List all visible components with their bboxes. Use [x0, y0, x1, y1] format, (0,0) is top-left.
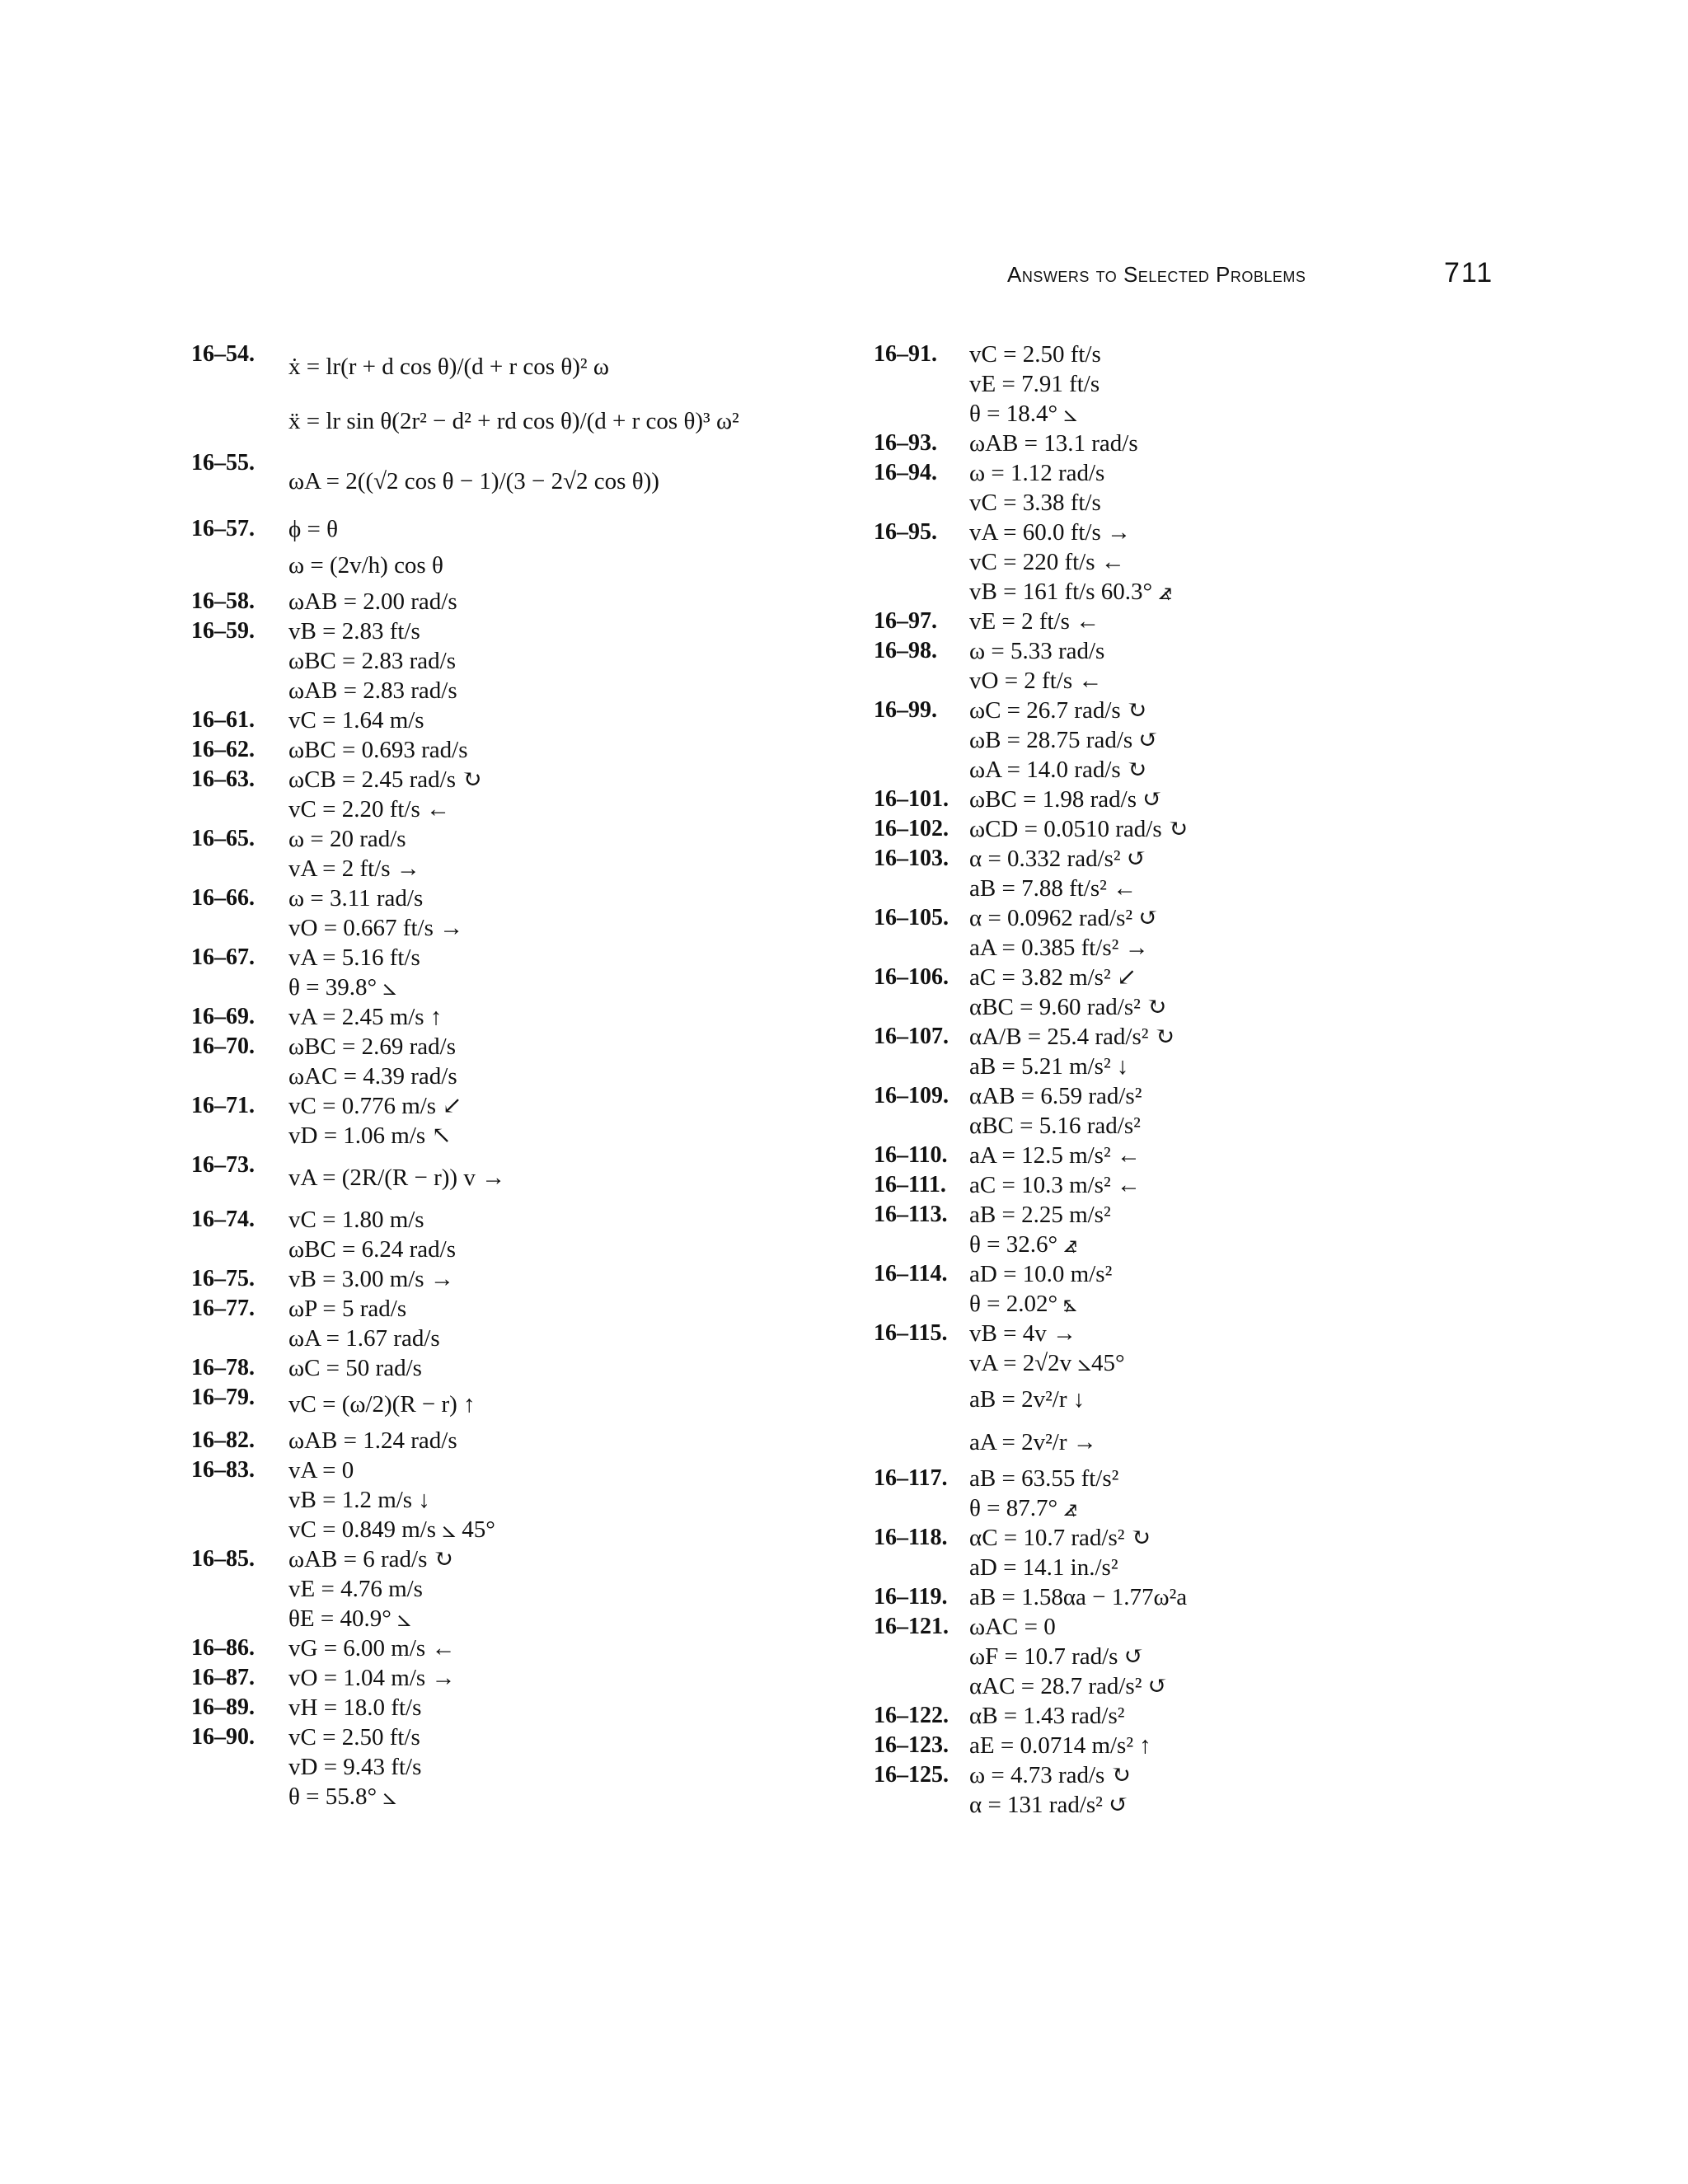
- page-header: [0, 257, 1688, 295]
- answer-entry: [191, 765, 867, 824]
- answer-entry: [874, 1170, 1500, 1200]
- answer-entry: [874, 1523, 1500, 1582]
- answer-line: vA = (2R/(R − r)) v →: [288, 1165, 506, 1191]
- answer-entry: [191, 340, 867, 448]
- answer-line: θ = 87.7° ⦨: [969, 1495, 1077, 1521]
- problem-number: 16–57.: [191, 516, 255, 541]
- problem-number: 16–67.: [191, 944, 255, 970]
- answer-lines: [288, 616, 457, 705]
- answer-entry: [874, 785, 1500, 814]
- answer-entry: [874, 1582, 1500, 1612]
- problem-number: 16–78.: [191, 1355, 255, 1380]
- answer-entry: [874, 429, 1500, 458]
- problem-number: 16–73.: [191, 1152, 255, 1178]
- problem-number: 16–93.: [874, 430, 937, 456]
- problem-number: 16–90.: [191, 1724, 255, 1750]
- answer-entry: [874, 518, 1500, 607]
- answer-line: aB = 63.55 ft/s²: [969, 1465, 1119, 1492]
- answer-lines: [288, 340, 739, 448]
- problem-number: 16–75.: [191, 1266, 255, 1291]
- answer-entry: [874, 636, 1500, 696]
- answer-entry: [191, 1663, 867, 1693]
- problem-number: 16–58.: [191, 588, 255, 614]
- answer-entry: [191, 1151, 867, 1205]
- problem-number: 16–107.: [874, 1024, 949, 1049]
- answer-lines: [288, 587, 457, 616]
- problem-number: 16–97.: [874, 608, 937, 634]
- answer-line: vC = 3.38 ft/s: [969, 490, 1101, 516]
- answer-line: vB = 161 ft/s 60.3° ⦨: [969, 579, 1172, 605]
- problem-number: 16–121.: [874, 1614, 949, 1639]
- answer-lines: [969, 340, 1101, 429]
- problem-number: 16–61.: [191, 707, 255, 733]
- answer-entry: [874, 1022, 1500, 1081]
- answer-lines: [288, 1264, 454, 1294]
- problem-number: 16–106.: [874, 964, 949, 990]
- problem-number: 16–113.: [874, 1202, 948, 1227]
- answer-entry: [191, 448, 867, 514]
- answer-lines: [969, 1141, 1141, 1170]
- answer-line: ωP = 5 rad/s: [288, 1296, 407, 1322]
- answer-line: vA = 2.45 m/s ↑: [288, 1004, 443, 1030]
- answer-line: ϕ = θ: [288, 516, 339, 542]
- problem-number: 16–79.: [191, 1385, 255, 1410]
- answer-line: vH = 18.0 ft/s: [288, 1694, 422, 1721]
- problem-number: 16–65.: [191, 826, 255, 851]
- answer-line: ωA = 14.0 rad/s ↻: [969, 757, 1147, 783]
- answer-lines: [969, 1523, 1151, 1582]
- answer-line: αAC = 28.7 rad/s² ↺: [969, 1673, 1168, 1699]
- answer-line: vE = 7.91 ft/s: [969, 371, 1100, 397]
- problem-number: 16–87.: [191, 1665, 255, 1690]
- problem-number: 16–71.: [191, 1093, 255, 1118]
- answer-line: θ = 18.4° ⦣: [969, 401, 1078, 427]
- answer-entry: [874, 1612, 1500, 1701]
- answer-lines: [288, 1032, 457, 1091]
- problem-number: 16–83.: [191, 1457, 255, 1483]
- answer-line: ωB = 28.75 rad/s ↺: [969, 727, 1159, 753]
- answer-entry: [191, 587, 867, 616]
- answer-line: vC = 2.50 ft/s: [969, 341, 1101, 368]
- answer-lines: [969, 1022, 1175, 1081]
- problem-number: 16–114.: [874, 1261, 948, 1286]
- answer-lines: [969, 458, 1104, 518]
- answer-line: ωAB = 2.83 rad/s: [288, 677, 457, 704]
- problem-number: 16–123.: [874, 1732, 949, 1758]
- answer-line: ωAB = 6 rad/s ↻: [288, 1546, 453, 1572]
- answer-lines: [969, 1200, 1111, 1259]
- answer-entry: [191, 1455, 867, 1544]
- answer-line: θ = 55.8° ⦣: [288, 1783, 397, 1810]
- answer-line: ωCB = 2.45 rad/s ↻: [288, 766, 482, 793]
- answer-lines: [969, 1170, 1141, 1200]
- answer-line: α = 131 rad/s² ↺: [969, 1792, 1129, 1818]
- answer-entry: [191, 1091, 867, 1151]
- problem-number: 16–63.: [191, 766, 255, 792]
- answer-lines: [288, 514, 443, 587]
- answer-line: vC = 220 ft/s ←: [969, 549, 1125, 575]
- answer-entry: [191, 883, 867, 943]
- answer-line: ωBC = 2.69 rad/s: [288, 1033, 456, 1060]
- answer-lines: [969, 607, 1100, 636]
- answer-lines: [969, 1081, 1142, 1141]
- problem-number: 16–94.: [874, 460, 937, 485]
- answer-lines: [288, 1633, 455, 1663]
- answers-left-column: [191, 340, 867, 1811]
- answer-line: θE = 40.9° ⦣: [288, 1605, 411, 1632]
- answer-entry: [191, 824, 867, 883]
- problem-number: 16–110.: [874, 1142, 948, 1168]
- answer-lines: [288, 1544, 453, 1633]
- answer-line: αA/B = 25.4 rad/s² ↻: [969, 1024, 1175, 1050]
- answer-line: ω = (2v/h) cos θ: [288, 552, 443, 579]
- answer-entry: [191, 1722, 867, 1811]
- problem-number: 16–101.: [874, 786, 949, 812]
- answer-entry: [874, 1200, 1500, 1259]
- problem-number: 16–99.: [874, 697, 937, 723]
- answer-entry: [191, 1633, 867, 1663]
- problem-number: 16–59.: [191, 618, 255, 644]
- answer-line: vA = 5.16 ft/s: [288, 944, 420, 971]
- problem-number: 16–111.: [874, 1172, 946, 1197]
- answer-line: ω = 5.33 rad/s: [969, 638, 1105, 664]
- answer-lines: [969, 1319, 1125, 1464]
- answer-line: ẍ = lr sin θ(2r² − d² + rd cos θ)/(d + r cos θ)³ ω²: [288, 408, 739, 434]
- answer-entry: [874, 1731, 1500, 1760]
- answer-lines: [288, 1151, 505, 1205]
- answer-line: αAB = 6.59 rad/s²: [969, 1083, 1142, 1109]
- answer-entry: [874, 1701, 1500, 1731]
- answer-line: ωBC = 6.24 rad/s: [288, 1236, 456, 1263]
- page-number: 711: [1444, 257, 1494, 288]
- answer-line: vA = 60.0 ft/s →: [969, 519, 1132, 546]
- problem-number: 16–89.: [191, 1694, 255, 1720]
- answer-line: ωAB = 1.24 rad/s: [288, 1427, 457, 1454]
- answer-line: vC = 2.50 ft/s: [288, 1724, 420, 1750]
- answer-entry: [191, 1294, 867, 1353]
- answer-line: ω = 3.11 rad/s: [288, 885, 424, 912]
- answer-line: aD = 14.1 in./s²: [969, 1554, 1118, 1581]
- answer-line: ωC = 26.7 rad/s ↻: [969, 697, 1147, 724]
- problem-number: 16–98.: [874, 638, 937, 663]
- answer-line: aA = 0.385 ft/s² →: [969, 935, 1149, 961]
- answer-lines: [969, 785, 1163, 814]
- problem-number: 16–55.: [191, 450, 255, 476]
- answer-lines: [969, 903, 1159, 963]
- answer-line: ωC = 50 rad/s: [288, 1355, 422, 1381]
- problem-number: 16–54.: [191, 341, 255, 367]
- problem-number: 16–117.: [874, 1465, 948, 1491]
- answer-lines: [288, 448, 659, 514]
- answer-entry: [874, 1760, 1500, 1820]
- answer-line: vA = 0: [288, 1457, 354, 1483]
- answer-lines: [288, 1205, 456, 1264]
- answer-entry: [191, 735, 867, 765]
- answer-entry: [874, 814, 1500, 844]
- problem-number: 16–95.: [874, 519, 937, 545]
- answer-line: aA = 12.5 m/s² ←: [969, 1142, 1141, 1169]
- problem-number: 16–77.: [191, 1296, 255, 1321]
- answer-line: aB = 5.21 m/s² ↓: [969, 1053, 1129, 1080]
- answer-line: vB = 2.83 ft/s: [288, 618, 420, 644]
- answer-entry: [191, 1205, 867, 1264]
- answer-entry: [191, 1032, 867, 1091]
- answer-entry: [191, 1353, 867, 1383]
- answer-line: vO = 2 ft/s ←: [969, 668, 1103, 694]
- problem-number: 16–109.: [874, 1083, 949, 1108]
- answer-entry: [874, 844, 1500, 903]
- problem-number: 16–91.: [874, 341, 937, 367]
- answer-line: aD = 10.0 m/s²: [969, 1261, 1113, 1287]
- answer-line: vB = 1.2 m/s ↓: [288, 1487, 430, 1513]
- answer-lines: [969, 518, 1172, 607]
- problem-number: 16–82.: [191, 1427, 255, 1453]
- answer-entry: [191, 616, 867, 705]
- answer-line: aB = 1.58αa − 1.77ω²a: [969, 1584, 1188, 1610]
- answer-line: vC = (ω/2)(R − r) ↑: [288, 1391, 476, 1418]
- answer-line: ωAC = 4.39 rad/s: [288, 1063, 457, 1090]
- answer-entry: [191, 1002, 867, 1032]
- answer-line: ωA = 2((√2 cos θ − 1)/(3 − 2√2 cos θ)): [288, 468, 659, 494]
- answer-entry: [874, 1081, 1500, 1141]
- answer-lines: [969, 696, 1159, 785]
- answer-line: vA = 2 ft/s →: [288, 855, 420, 882]
- answer-lines: [969, 1731, 1151, 1760]
- answer-line: θ = 32.6° ⦨: [969, 1231, 1077, 1258]
- answer-line: ω = 1.12 rad/s: [969, 460, 1105, 486]
- running-head-title: Answers to Selected Problems: [1007, 262, 1306, 287]
- problem-number: 16–105.: [874, 905, 949, 930]
- answer-entry: [874, 1259, 1500, 1319]
- answer-line: vG = 6.00 m/s ←: [288, 1635, 456, 1661]
- answer-line: vC = 1.64 m/s: [288, 707, 424, 733]
- answer-lines: [288, 705, 424, 735]
- answer-lines: [969, 1760, 1131, 1820]
- answer-line: θ = 2.02° ⦩: [969, 1291, 1077, 1317]
- answer-lines: [288, 1722, 421, 1811]
- answer-line: ẋ = lr(r + d cos θ)/(d + r cos θ)² ω: [288, 354, 609, 380]
- answer-entry: [191, 1264, 867, 1294]
- problem-number: 16–119.: [874, 1584, 948, 1610]
- answer-line: ωF = 10.7 rad/s ↺: [969, 1643, 1144, 1670]
- answer-lines: [288, 824, 420, 883]
- answer-lines: [288, 1693, 421, 1722]
- answer-line: ωBC = 0.693 rad/s: [288, 737, 468, 763]
- answer-entry: [874, 903, 1500, 963]
- answer-line: vD = 1.06 m/s ↖: [288, 1122, 452, 1149]
- problem-number: 16–66.: [191, 885, 255, 911]
- answer-line: ωAC = 0: [969, 1614, 1056, 1640]
- answer-line: vC = 2.20 ft/s ←: [288, 796, 451, 823]
- answer-lines: [288, 1426, 457, 1455]
- answer-line: aB = 2v²/r ↓: [969, 1386, 1085, 1413]
- answer-entry: [191, 943, 867, 1002]
- answer-entry: [191, 1383, 867, 1426]
- answer-entry: [191, 1544, 867, 1633]
- answer-lines: [288, 883, 463, 943]
- answer-entry: [874, 340, 1500, 429]
- answer-line: ωAB = 2.00 rad/s: [288, 588, 457, 615]
- answer-entry: [191, 514, 867, 587]
- answer-entry: [191, 705, 867, 735]
- answer-lines: [288, 943, 420, 1002]
- answer-lines: [288, 1353, 422, 1383]
- answer-lines: [288, 735, 468, 765]
- answer-entry: [874, 607, 1500, 636]
- answer-entry: [874, 1141, 1500, 1170]
- answer-line: vD = 9.43 ft/s: [288, 1754, 422, 1780]
- answer-lines: [969, 1612, 1168, 1701]
- answer-lines: [288, 1383, 476, 1426]
- answer-line: αC = 10.7 rad/s² ↻: [969, 1525, 1151, 1551]
- answer-line: vB = 4v →: [969, 1320, 1076, 1347]
- answer-line: vC = 1.80 m/s: [288, 1207, 424, 1233]
- answer-lines: [288, 1091, 462, 1151]
- answer-line: α = 0.332 rad/s² ↺: [969, 846, 1147, 872]
- answer-line: ωCD = 0.0510 rad/s ↻: [969, 816, 1189, 842]
- problem-number: 16–115.: [874, 1320, 948, 1346]
- answer-line: vC = 0.776 m/s ↙: [288, 1093, 462, 1119]
- answer-lines: [969, 814, 1188, 844]
- answer-line: vB = 3.00 m/s →: [288, 1266, 454, 1292]
- problem-number: 16–69.: [191, 1004, 255, 1029]
- answer-line: vO = 0.667 ft/s →: [288, 915, 464, 941]
- answer-line: αB = 1.43 rad/s²: [969, 1703, 1125, 1729]
- answer-line: ωA = 1.67 rad/s: [288, 1325, 440, 1352]
- problem-number: 16–103.: [874, 846, 949, 871]
- answer-entry: [874, 963, 1500, 1022]
- answer-line: aB = 7.88 ft/s² ←: [969, 875, 1137, 902]
- answer-line: θ = 39.8° ⦣: [288, 974, 397, 1001]
- answer-entry: [191, 1426, 867, 1455]
- answer-lines: [288, 1294, 440, 1353]
- answer-entry: [874, 1464, 1500, 1523]
- answer-line: αBC = 5.16 rad/s²: [969, 1113, 1141, 1139]
- answer-line: aC = 3.82 m/s² ↙: [969, 964, 1137, 991]
- answer-lines: [969, 429, 1138, 458]
- problem-number: 16–62.: [191, 737, 255, 762]
- answer-line: ω = 4.73 rad/s ↻: [969, 1762, 1131, 1788]
- answer-line: aE = 0.0714 m/s² ↑: [969, 1732, 1151, 1759]
- problem-number: 16–102.: [874, 816, 949, 841]
- answer-lines: [969, 844, 1146, 903]
- answer-line: vE = 4.76 m/s: [288, 1576, 423, 1602]
- answer-lines: [969, 1464, 1118, 1523]
- answer-line: ωBC = 1.98 rad/s ↺: [969, 786, 1163, 813]
- answer-line: vE = 2 ft/s ←: [969, 608, 1100, 635]
- answer-line: ω = 20 rad/s: [288, 826, 406, 852]
- problem-number: 16–70.: [191, 1033, 255, 1059]
- answer-lines: [969, 636, 1104, 696]
- answer-lines: [969, 963, 1166, 1022]
- answer-entry: [191, 1693, 867, 1722]
- answer-line: vC = 0.849 m/s ⦣ 45°: [288, 1516, 495, 1543]
- answer-line: aC = 10.3 m/s² ←: [969, 1172, 1141, 1198]
- answer-line: ωBC = 2.83 rad/s: [288, 648, 456, 674]
- answer-line: aB = 2.25 m/s²: [969, 1202, 1111, 1228]
- answer-entry: [874, 458, 1500, 518]
- answer-lines: [288, 1002, 442, 1032]
- answer-line: ωAB = 13.1 rad/s: [969, 430, 1138, 457]
- answer-line: vO = 1.04 m/s →: [288, 1665, 456, 1691]
- problem-number: 16–125.: [874, 1762, 949, 1788]
- problem-number: 16–122.: [874, 1703, 949, 1728]
- answer-line: vA = 2√2v ⦣45°: [969, 1350, 1125, 1376]
- problem-number: 16–85.: [191, 1546, 255, 1572]
- answer-entry: [874, 696, 1500, 785]
- problem-number: 16–86.: [191, 1635, 255, 1661]
- problem-number: 16–74.: [191, 1207, 255, 1232]
- problem-number: 16–118.: [874, 1525, 948, 1550]
- answer-lines: [969, 1701, 1124, 1731]
- answer-lines: [288, 1455, 495, 1544]
- answer-entry: [874, 1319, 1500, 1464]
- answer-line: αBC = 9.60 rad/s² ↻: [969, 994, 1167, 1020]
- answer-lines: [288, 765, 482, 824]
- answer-line: aA = 2v²/r →: [969, 1429, 1097, 1455]
- answer-lines: [969, 1259, 1112, 1319]
- answer-line: α = 0.0962 rad/s² ↺: [969, 905, 1159, 931]
- answer-lines: [288, 1663, 455, 1693]
- answer-lines: [969, 1582, 1187, 1612]
- answers-right-column: [874, 340, 1500, 1820]
